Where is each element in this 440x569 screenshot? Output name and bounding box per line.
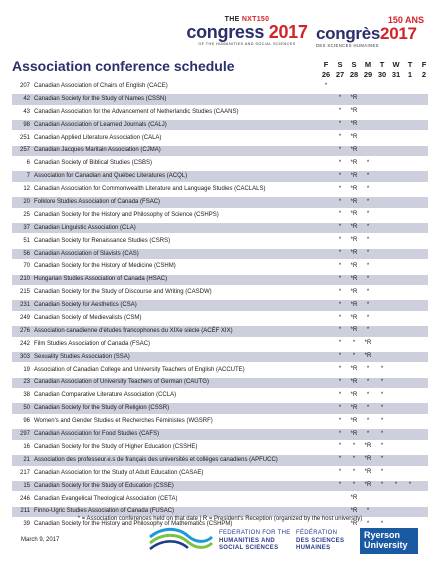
day-letter: W <box>392 60 400 69</box>
schedule-table <box>12 80 428 531</box>
association-number: 215 <box>19 289 30 296</box>
table-row <box>12 364 428 377</box>
schedule-mark: * <box>366 224 370 231</box>
association-name: Canadian Association for the Study of Adult Education (CASAE) <box>34 469 204 476</box>
schedule-mark: * <box>380 482 384 489</box>
schedule-mark: * <box>366 288 370 295</box>
schedule-mark: * <box>352 340 356 347</box>
day-number: 28 <box>349 70 359 79</box>
association-number: 207 <box>19 83 30 89</box>
schedule-mark: * <box>366 172 370 179</box>
congres-logo-subtitle: DES SCIENCES HUMAINES <box>316 43 379 48</box>
day-header <box>375 60 389 80</box>
table-row <box>12 106 428 119</box>
table-row <box>12 415 428 428</box>
schedule-mark: *R <box>350 430 358 437</box>
schedule-mark: *R <box>350 95 358 102</box>
schedule-mark: * <box>338 211 342 218</box>
association-name: Canadian Association of Chairs of English (CACE) <box>34 83 168 89</box>
schedule-mark: * <box>338 250 342 257</box>
schedule-mark: * <box>380 520 384 527</box>
schedule-mark: * <box>338 469 342 476</box>
schedule-mark: * <box>394 482 398 489</box>
schedule-mark: * <box>338 391 342 398</box>
day-header <box>417 60 431 80</box>
day-header <box>319 60 333 80</box>
schedule-mark: *R <box>350 108 358 115</box>
congress-logo-top: THE NXT150 <box>224 16 270 23</box>
schedule-mark: * <box>380 456 384 463</box>
association-number: 6 <box>26 160 30 167</box>
association-name: Canadian Association for Food Studies (CAFS) <box>34 431 160 438</box>
page-title: Association conference schedule <box>12 58 235 74</box>
day-header <box>347 60 361 80</box>
schedule-mark: * <box>338 224 342 231</box>
schedule-mark: * <box>338 288 342 295</box>
schedule-mark: * <box>338 172 342 179</box>
table-row <box>12 299 428 312</box>
schedule-mark: * <box>366 237 370 244</box>
association-number: 15 <box>23 482 30 489</box>
table-row <box>12 235 428 248</box>
table-row <box>12 222 428 235</box>
schedule-mark: *R <box>350 327 358 334</box>
association-number: 297 <box>19 431 30 438</box>
table-row <box>12 325 428 338</box>
association-name: Canadian Society for Renaissance Studies (CSRS) <box>34 237 171 244</box>
association-name: Canadian Society for the History of Medicine (CSHM) <box>34 263 176 270</box>
association-number: 98 <box>23 121 30 128</box>
schedule-mark: * <box>380 469 384 476</box>
schedule-mark: *R <box>350 301 358 308</box>
association-name: Canadian Society of Biblical Studies (CSBS) <box>34 160 153 167</box>
schedule-mark: * <box>380 417 384 424</box>
association-number: 210 <box>19 276 30 283</box>
association-name: Film Studies Association of Canada (FSAC) <box>34 340 151 347</box>
table-row <box>12 157 428 170</box>
legend: * = Association conferences held on that date | R = President's Reception (organized by the host university) <box>77 516 363 522</box>
table-row <box>12 402 428 415</box>
schedule-mark: * <box>380 366 384 373</box>
schedule-mark: *R <box>364 456 372 463</box>
schedule-mark: *R <box>350 275 358 282</box>
schedule-mark: * <box>380 430 384 437</box>
schedule-mark: * <box>366 250 370 257</box>
table-row <box>12 119 428 132</box>
schedule-mark: *R <box>350 237 358 244</box>
table-row <box>12 493 428 506</box>
schedule-mark: * <box>352 469 356 476</box>
association-number: 217 <box>19 469 30 476</box>
association-number: 303 <box>19 353 30 360</box>
association-name: Canadian Society for the Study of Education (CSSE) <box>34 482 174 489</box>
schedule-mark: * <box>366 430 370 437</box>
schedule-mark: * <box>366 391 370 398</box>
schedule-mark: * <box>366 198 370 205</box>
association-number: 246 <box>19 495 30 502</box>
schedule-mark: * <box>338 262 342 269</box>
congress-logo <box>172 16 322 47</box>
table-row <box>12 80 428 93</box>
association-name: Canadian Society of Medievalists (CSM) <box>34 315 142 322</box>
schedule-mark: * <box>338 340 342 347</box>
association-number: 96 <box>23 418 30 425</box>
schedule-mark: * <box>338 327 342 334</box>
association-number: 38 <box>23 392 30 399</box>
schedule-mark: *R <box>350 391 358 398</box>
schedule-mark: *R <box>350 378 358 385</box>
schedule-mark: *R <box>350 185 358 192</box>
schedule-mark: * <box>408 482 412 489</box>
association-number: 231 <box>19 302 30 309</box>
schedule-mark: * <box>352 456 356 463</box>
schedule-mark: *R <box>350 520 358 527</box>
day-letter: S <box>337 60 343 69</box>
day-number: 27 <box>335 70 345 79</box>
table-row <box>12 183 428 196</box>
association-name: Canadian Applied Literature Association (CALA) <box>34 134 162 141</box>
schedule-mark: * <box>338 185 342 192</box>
schedule-mark: *R <box>350 146 358 153</box>
congres-logo-top: 150 ANS <box>387 15 424 25</box>
table-row <box>12 351 428 364</box>
schedule-mark: * <box>380 378 384 385</box>
schedule-mark: * <box>366 404 370 411</box>
association-name: Canadian Evangelical Theological Association (CETA) <box>34 495 178 502</box>
schedule-mark: * <box>338 353 342 360</box>
schedule-mark: * <box>352 443 356 450</box>
schedule-mark: *R <box>350 314 358 321</box>
schedule-mark: *R <box>350 121 358 128</box>
association-number: 21 <box>23 456 30 463</box>
association-name: Association of Canadian College and University Teachers of English (ACCUTE) <box>34 366 245 373</box>
schedule-mark: * <box>366 507 370 514</box>
schedule-mark: * <box>366 275 370 282</box>
table-row <box>12 312 428 325</box>
table-row <box>12 428 428 441</box>
schedule-mark: * <box>352 482 356 489</box>
day-header <box>403 60 417 80</box>
schedule-mark: * <box>338 378 342 385</box>
schedule-mark: *R <box>350 224 358 231</box>
association-name: Canadian Association for Commonwealth Literature and Language Studies (CACLALS) <box>34 186 266 193</box>
association-name: Association for Canadian and Québec Literatures (ACQL) <box>34 173 188 180</box>
schedule-mark: * <box>324 82 328 89</box>
congress-logo-subtitle: OF THE HUMANITIES AND SOCIAL SCIENCES <box>198 42 296 46</box>
schedule-mark: * <box>366 327 370 334</box>
schedule-mark: * <box>380 391 384 398</box>
schedule-mark: *R <box>364 443 372 450</box>
association-number: 70 <box>23 263 30 270</box>
association-name: Canadian Linguistic Association (CLA) <box>34 224 136 231</box>
table-row <box>12 441 428 454</box>
association-name: Women's and Gender Studies et Recherches Féministes (WGSRF) <box>34 418 213 425</box>
schedule-mark: * <box>338 456 342 463</box>
association-name: Canadian Association of Learned Journals (CALJ) <box>34 121 167 128</box>
table-row <box>12 170 428 183</box>
association-name: Canadian Society for the Study of Discourse and Writing (CASDW) <box>34 289 212 296</box>
schedule-mark: * <box>380 404 384 411</box>
schedule-mark: *R <box>364 340 372 347</box>
association-number: 16 <box>23 443 30 450</box>
day-number: 29 <box>363 70 373 79</box>
schedule-mark: * <box>338 314 342 321</box>
association-number: 242 <box>19 340 30 347</box>
association-number: 251 <box>19 134 30 141</box>
schedule-mark: * <box>366 366 370 373</box>
schedule-mark: * <box>338 146 342 153</box>
day-letter: F <box>323 60 329 69</box>
schedule-mark: * <box>366 159 370 166</box>
table-row <box>12 376 428 389</box>
association-number: 7 <box>26 173 30 180</box>
association-name: Association des professeur.e.s de français des universités et collèges canadiens (APFUCC) <box>34 456 278 463</box>
association-number: 249 <box>19 315 30 322</box>
table-row <box>12 467 428 480</box>
table-row <box>12 480 428 493</box>
day-letter: T <box>407 60 413 69</box>
day-number: 26 <box>321 70 331 79</box>
schedule-mark: *R <box>350 404 358 411</box>
schedule-mark: * <box>366 262 370 269</box>
association-name: Canadian Association for the Advancement of Netherlandic Studies (CAANS) <box>34 108 239 115</box>
schedule-mark: *R <box>364 482 372 489</box>
association-name: Canadian Society for the Study of Higher Education (CSSHE) <box>34 443 198 450</box>
schedule-mark: * <box>366 211 370 218</box>
schedule-mark: * <box>338 121 342 128</box>
schedule-mark: * <box>338 443 342 450</box>
association-number: 19 <box>23 366 30 373</box>
association-name: Canadian Society for the History and Philosophy of Mathematics (CSHPM) <box>34 521 233 528</box>
federation-logo-icon <box>148 527 214 551</box>
day-number: 31 <box>391 70 401 79</box>
association-name: Canadian Society for the Study of Religion (CSSR) <box>34 405 170 412</box>
table-row <box>12 209 428 222</box>
schedule-mark: * <box>338 159 342 166</box>
schedule-mark: * <box>338 95 342 102</box>
association-number: 20 <box>23 199 30 206</box>
schedule-mark: *R <box>350 159 358 166</box>
table-row <box>12 144 428 157</box>
schedule-mark: * <box>352 353 356 360</box>
day-number: 1 <box>407 70 413 79</box>
association-name: Canadian Association of Slavists (CAS) <box>34 250 139 257</box>
day-number: 30 <box>377 70 387 79</box>
congress-logo-word: congress 2017 <box>186 22 308 42</box>
table-row <box>12 93 428 106</box>
schedule-mark: *R <box>364 353 372 360</box>
association-number: 39 <box>23 521 30 528</box>
association-name: Canadian Association of University Teachers of German (CAUTG) <box>34 379 209 386</box>
schedule-mark: * <box>366 301 370 308</box>
association-name: Hungarian Studies Association of Canada (HSAC) <box>34 276 168 283</box>
association-name: Finno-Ugric Studies Association of Canada (FUSAC) <box>34 508 175 515</box>
schedule-mark: * <box>366 185 370 192</box>
congres-logo <box>316 16 426 49</box>
schedule-mark: * <box>338 108 342 115</box>
schedule-mark: *R <box>350 495 358 501</box>
association-name: Sexuality Studies Association (SSA) <box>34 353 130 360</box>
table-row <box>12 338 428 351</box>
schedule-mark: *R <box>350 262 358 269</box>
table-row <box>12 260 428 273</box>
schedule-mark: * <box>338 430 342 437</box>
association-name: Canadian Society for the Study of Names (CSSN) <box>34 95 167 102</box>
association-name: Folklore Studies Association of Canada (FSAC) <box>34 199 161 206</box>
association-number: 211 <box>20 508 30 515</box>
schedule-mark: * <box>338 366 342 373</box>
schedule-mark: * <box>380 443 384 450</box>
congres-logo-word: congrès2017 <box>316 24 417 43</box>
schedule-mark: *R <box>350 288 358 295</box>
table-row <box>12 132 428 145</box>
federation-name-fr: FÉDÉRATION DES SCIENCES HUMAINES <box>296 530 345 551</box>
association-number: 37 <box>23 224 30 231</box>
association-number: 25 <box>23 211 30 218</box>
association-name: Association canadienne d'études francophones du XIXe siècle (ACÉF XIX) <box>34 327 233 334</box>
schedule-mark: * <box>366 417 370 424</box>
schedule-mark: *R <box>364 469 372 476</box>
table-row <box>12 273 428 286</box>
schedule-mark: * <box>338 417 342 424</box>
table-row <box>12 248 428 261</box>
day-letter: M <box>364 60 372 69</box>
table-row <box>12 389 428 402</box>
association-number: 276 <box>19 327 30 334</box>
day-letter: F <box>421 60 427 69</box>
table-row <box>12 196 428 209</box>
day-letter: T <box>379 60 385 69</box>
schedule-mark: * <box>338 237 342 244</box>
day-header <box>333 60 347 80</box>
day-letter: S <box>351 60 357 69</box>
association-number: 43 <box>23 108 30 115</box>
schedule-mark: * <box>338 404 342 411</box>
schedule-mark: * <box>338 301 342 308</box>
association-name: Canadian Society for Aesthetics (CSA) <box>34 302 137 309</box>
table-row <box>12 286 428 299</box>
schedule-mark: *R <box>350 507 358 514</box>
association-number: 12 <box>23 186 30 193</box>
association-name: Canadian Comparative Literature Association (CCLA) <box>34 392 177 399</box>
schedule-mark: *R <box>350 211 358 218</box>
schedule-mark: *R <box>350 198 358 205</box>
schedule-mark: *R <box>350 250 358 257</box>
schedule-mark: * <box>366 520 370 527</box>
association-number: 42 <box>23 95 30 102</box>
day-number: 2 <box>421 70 427 79</box>
table-row <box>12 454 428 467</box>
association-number: 51 <box>23 237 30 244</box>
day-header <box>361 60 375 80</box>
schedule-mark: * <box>338 134 342 141</box>
schedule-mark: *R <box>350 366 358 373</box>
association-name: Canadian Jacques Maritain Association (CJMA) <box>34 147 161 154</box>
schedule-mark: *R <box>350 417 358 424</box>
day-header <box>389 60 403 80</box>
association-name: Canadian Society for the History and Philosophy of Science (CSHPS) <box>34 211 219 218</box>
schedule-mark: * <box>338 482 342 489</box>
schedule-mark: * <box>338 275 342 282</box>
schedule-mark: * <box>366 314 370 321</box>
document-date: March 9, 2017 <box>21 537 60 543</box>
schedule-mark: *R <box>350 134 358 141</box>
ryerson-logo: Ryerson University <box>360 528 418 554</box>
association-number: 23 <box>23 379 30 386</box>
schedule-mark: * <box>338 198 342 205</box>
schedule-mark: * <box>366 378 370 385</box>
schedule-mark: *R <box>350 172 358 179</box>
federation-name-en: FEDERATION FOR THE HUMANITIES AND SOCIAL SCIENCES <box>219 530 291 551</box>
association-number: 50 <box>23 405 30 412</box>
association-number: 257 <box>19 147 30 154</box>
association-number: 56 <box>23 250 30 257</box>
